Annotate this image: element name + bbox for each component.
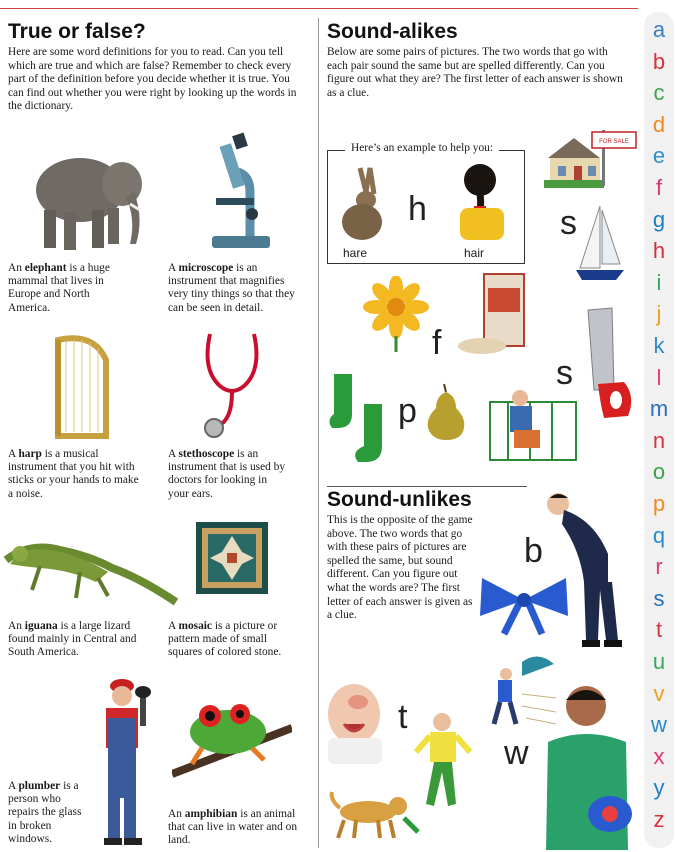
painter-illustration [486, 380, 582, 466]
alphabet-letter-v[interactable]: v [653, 680, 665, 706]
alphabet-letter-y[interactable]: y [653, 775, 665, 801]
true-false-title: True or false? [8, 20, 146, 43]
mosaic-illustration [196, 522, 268, 594]
alphabet-letter-k[interactable]: k [653, 333, 665, 358]
alphabet-letter-m[interactable]: m [649, 396, 669, 422]
boy-winding-illustration [522, 680, 640, 850]
flour-bag-illustration [456, 270, 528, 356]
alphabet-letter-h[interactable]: h [652, 238, 666, 264]
tear-clue: t [398, 698, 408, 736]
crying-baby-illustration [326, 680, 384, 766]
for-sale-sign-text: FOR SALE [599, 139, 629, 145]
alphabet-letter-g[interactable]: g [652, 206, 666, 232]
sound-unlikes-intro: This is the opposite of the game above. The two words that go with these pairs of pictures are spelled the same, but sound different. Can you figure out what the words are? The first letter of each answer is given as a clue. [327, 514, 473, 622]
flower-illustration [362, 276, 432, 352]
pear-illustration [424, 382, 468, 442]
alphabet-letter-x[interactable]: x [653, 743, 665, 769]
hare-illustration [336, 164, 390, 244]
wind-clue: w [504, 734, 529, 772]
example-word-hair: hair [464, 246, 485, 260]
stethoscope-caption: A stethoscope is an instrument that is used by doctors for looking in your ears. [168, 448, 286, 500]
saw-clue: s [556, 354, 573, 392]
hair-illustration [452, 162, 512, 240]
house-for-sale-illustration [544, 130, 640, 190]
alphabet-letter-u[interactable]: u [652, 649, 666, 674]
elephant-caption: An elephant is a huge mammal that lives in Europe and North America. [8, 262, 110, 314]
bowing-man-illustration [544, 490, 638, 656]
sound-alikes-intro: Below are some pairs of pictures. The two words that go with each pair sound the same but are spelled differently. Can you figure out what they are? The first letter of each answer is shown as a clue. [327, 46, 623, 99]
alphabet-letter-i[interactable]: i [656, 269, 662, 295]
section-rule [327, 486, 527, 487]
sound-unlikes-title: Sound-unlikes [327, 488, 472, 511]
alphabet-letter-z[interactable]: z [653, 807, 665, 832]
yellow-shirt-man-illustration [412, 712, 474, 814]
example-legend: Here’s an example to help you: [345, 142, 499, 154]
plumber-illustration [92, 678, 158, 848]
stethoscope-illustration [196, 330, 270, 442]
alphabet-letter-p[interactable]: p [652, 491, 666, 516]
alphabet-letter-t[interactable]: t [655, 617, 663, 643]
alphabet-letter-l[interactable]: l [656, 364, 662, 390]
elephant-illustration [18, 148, 144, 258]
alphabet-letter-e[interactable]: e [652, 143, 666, 169]
alphabet-letter-w[interactable]: w [651, 712, 667, 738]
column-divider [318, 18, 319, 848]
sound-alikes-title: Sound-alikes [327, 20, 458, 43]
saw-illustration [584, 306, 640, 422]
iguana-caption: An iguana is a large lizard found mainly in Central and South America. [8, 620, 137, 659]
bow-clue: b [524, 532, 543, 570]
alphabet-letter-f[interactable]: f [655, 175, 663, 200]
sailboat-illustration [574, 204, 626, 284]
alphabet-letter-c[interactable]: c [653, 80, 665, 106]
alphabet-letter-n[interactable]: n [652, 427, 666, 453]
microscope-illustration [200, 132, 280, 252]
alphabet-letter-b[interactable]: b [652, 48, 666, 74]
alphabet-letter-d[interactable]: d [652, 111, 666, 137]
top-rule [0, 8, 638, 9]
alphabet-letter-o[interactable]: o [652, 459, 666, 485]
mosaic-caption: A mosaic is a picture or pattern made of small squares of colored stone. [168, 620, 282, 659]
alphabet-letter-a[interactable]: a [652, 17, 666, 42]
microscope-caption: A microscope is an instrument that magnifies very tiny things so that they can be seen in detail. [168, 262, 295, 314]
true-false-intro: Here are some word definitions for you to read. Can you tell which are true and which are false? Remember to check every part of the definition before you decide whether it is true. You can find out whether you were right by looking up the words in the dictionary. [8, 46, 297, 113]
socks-illustration [328, 370, 394, 470]
plumber-caption: A plumber is a person who repairs the glass in broken windows. [8, 780, 82, 845]
harp-illustration [50, 332, 114, 444]
example-clue-letter: h [408, 190, 427, 228]
alphabet-letter-j[interactable]: j [656, 301, 662, 327]
alphabet-letter-s[interactable]: s [653, 585, 665, 611]
amphibian-caption: An amphibian is an animal that can live in water and on land. [168, 808, 298, 847]
sail-sale-clue: s [560, 204, 577, 242]
dog-illustration [328, 790, 420, 842]
frog-illustration [172, 684, 292, 784]
flour-flower-clue: f [432, 324, 442, 362]
harp-caption: A harp is a musical instrument that you hit with sticks or your hands to make a noise. [8, 448, 139, 500]
iguana-illustration [0, 520, 180, 610]
pear-pair-clue: p [398, 392, 417, 430]
alphabet-letter-q[interactable]: q [652, 522, 666, 548]
example-word-hare: hare [343, 246, 368, 260]
alphabet-letter-r[interactable]: r [655, 554, 663, 580]
